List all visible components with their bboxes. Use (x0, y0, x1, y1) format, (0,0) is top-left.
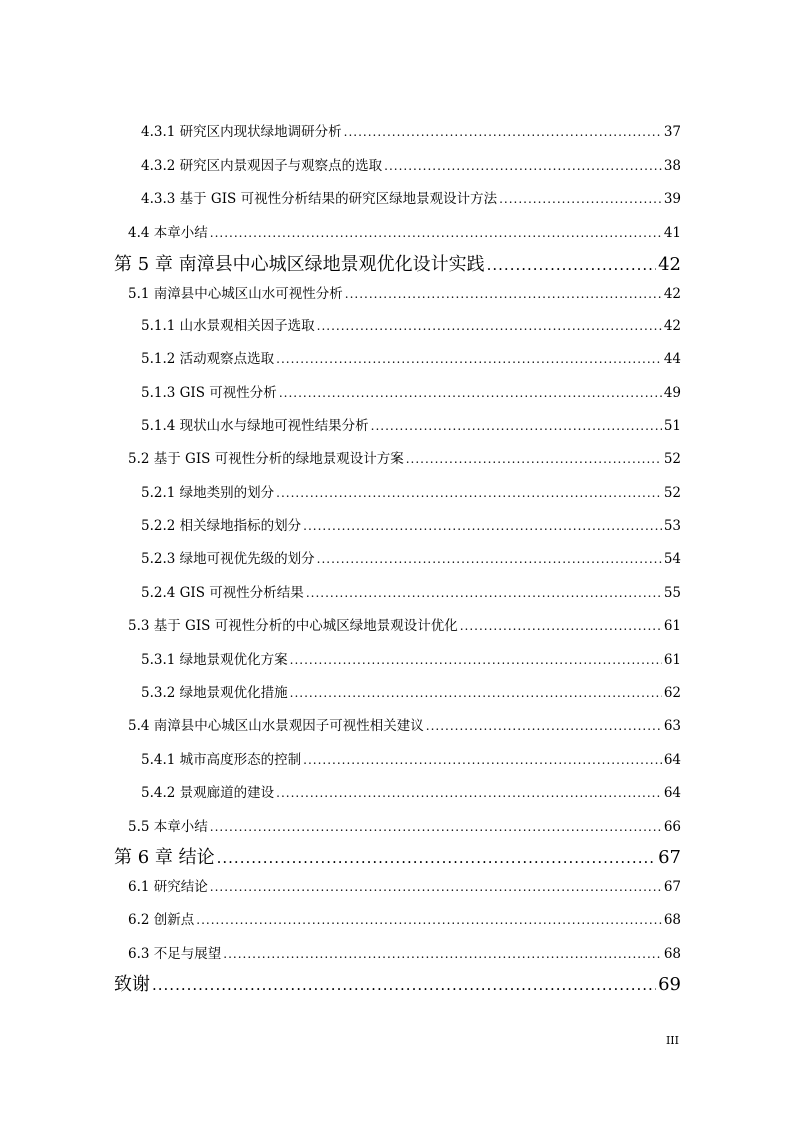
toc-entry[interactable] (141, 314, 681, 334)
toc-entry[interactable] (128, 908, 681, 928)
toc-entry-page: 53 (663, 518, 681, 534)
toc-leader-dots (223, 947, 662, 961)
toc-entry-label: 第 6 章 结论 (114, 847, 215, 868)
toc-entry-label: 5.2.4 GIS 可视性分析结果 (141, 585, 304, 601)
toc-entry-page: 68 (663, 912, 681, 928)
toc-entry-page: 61 (663, 652, 681, 668)
toc-entry-page: 61 (663, 618, 681, 634)
toc-entry-page: 67 (663, 879, 681, 895)
toc-leader-dots (276, 786, 662, 800)
toc-chapter-entry[interactable] (114, 250, 681, 276)
toc-entry[interactable] (141, 748, 681, 768)
toc-entry-label: 5.1.1 山水景观相关因子选取 (141, 318, 315, 334)
toc-leader-dots (345, 287, 662, 301)
toc-entry-label: 5.2.3 绿地可视优先级的划分 (141, 551, 315, 567)
toc-entry-page: 68 (663, 946, 681, 962)
toc-entry-page: 64 (663, 752, 681, 768)
toc-entry-label: 5.4 南漳县中心城区山水景观因子可视性相关建议 (128, 718, 424, 734)
toc-entry[interactable] (128, 875, 681, 895)
toc-entry[interactable] (141, 347, 681, 367)
toc-entry-page: 44 (663, 351, 681, 367)
toc-entry[interactable] (141, 648, 681, 668)
toc-leader-dots (371, 419, 662, 433)
toc-leader-dots (210, 880, 662, 894)
toc-entry[interactable] (128, 614, 681, 634)
toc-entry[interactable] (128, 221, 681, 241)
toc-entry-label: 第 5 章 南漳县中心城区绿地景观优化设计实践 (114, 254, 485, 275)
toc-entry-page: 55 (663, 585, 681, 601)
toc-leader-dots (210, 226, 662, 240)
toc-entry-label: 5.2.2 相关绿地指标的划分 (141, 518, 302, 534)
toc-entry[interactable] (128, 447, 681, 467)
toc-leader-dots (303, 753, 662, 767)
toc-entry[interactable] (128, 942, 681, 962)
toc-entry-label: 6.1 研究结论 (128, 879, 208, 895)
page-number: III (665, 1034, 679, 1047)
toc-entry-page: 64 (663, 785, 681, 801)
toc-leader-dots (276, 352, 662, 366)
toc-chapter-entry[interactable] (114, 843, 681, 869)
toc-leader-dots (406, 452, 662, 466)
toc-entry-label: 5.1.3 GIS 可视性分析 (141, 385, 277, 401)
toc-entry[interactable] (128, 815, 681, 835)
toc-entry[interactable] (141, 581, 681, 601)
toc-entry-label: 5.3 基于 GIS 可视性分析的中心城区绿地景观设计优化 (128, 618, 458, 634)
toc-entry[interactable] (141, 547, 681, 567)
toc-leader-dots (317, 319, 662, 333)
toc-entry-page: 37 (663, 124, 681, 140)
toc-entry-page: 67 (658, 847, 681, 868)
toc-entry[interactable] (141, 187, 681, 207)
toc-entry-page: 63 (663, 718, 681, 734)
toc-entry-label: 5.4.1 城市高度形态的控制 (141, 752, 302, 768)
toc-entry-page: 41 (663, 225, 681, 241)
toc-entry[interactable] (141, 781, 681, 801)
toc-leader-dots (290, 653, 662, 667)
toc-entry-label: 4.3.3 基于 GIS 可视性分析结果的研究区绿地景观设计方法 (141, 191, 498, 207)
toc-entry-page: 42 (663, 318, 681, 334)
toc-leader-dots (210, 820, 662, 834)
toc-leader-dots (487, 256, 656, 274)
toc-entry-page: 49 (663, 385, 681, 401)
toc-leader-dots (152, 976, 656, 994)
toc-leader-dots (344, 125, 662, 139)
toc-leader-dots (384, 159, 662, 173)
toc-entry-page: 62 (663, 685, 681, 701)
toc-leader-dots (196, 913, 662, 927)
toc-entry-label: 4.3.1 研究区内现状绿地调研分析 (141, 124, 342, 140)
toc-entry-label: 5.3.2 绿地景观优化措施 (141, 685, 288, 701)
toc-entry-page: 42 (663, 286, 681, 302)
toc-entry-page: 54 (663, 551, 681, 567)
toc-entry-page: 38 (663, 158, 681, 174)
toc-entry-page: 52 (663, 485, 681, 501)
toc-leader-dots (426, 719, 662, 733)
toc-entry-label: 5.1.4 现状山水与绿地可视性结果分析 (141, 418, 369, 434)
toc-entry-label: 5.4.2 景观廊道的建设 (141, 785, 275, 801)
toc-leader-dots (217, 849, 656, 867)
toc-entry-label: 致谢 (114, 974, 150, 995)
toc-entry-page: 52 (663, 451, 681, 467)
toc-entry[interactable] (141, 120, 681, 140)
toc-entry-label: 5.1.2 活动观察点选取 (141, 351, 275, 367)
toc-entry-label: 5.3.1 绿地景观优化方案 (141, 652, 288, 668)
toc-leader-dots (499, 192, 662, 206)
toc-entry-label: 4.4 本章小结 (128, 225, 208, 241)
toc-entry-label: 5.2.1 绿地类别的划分 (141, 485, 275, 501)
toc-leader-dots (306, 586, 662, 600)
toc-entry-label: 4.3.2 研究区内景观因子与观察点的选取 (141, 158, 383, 174)
toc-leader-dots (303, 519, 662, 533)
toc-leader-dots (276, 486, 662, 500)
toc-entry[interactable] (141, 514, 681, 534)
toc-entry-label: 6.2 创新点 (128, 912, 195, 928)
toc-entry-label: 5.1 南漳县中心城区山水可视性分析 (128, 286, 343, 302)
toc-entry-label: 5.2 基于 GIS 可视性分析的绿地景观设计方案 (128, 451, 404, 467)
toc-entry[interactable] (141, 154, 681, 174)
toc-entry[interactable] (141, 414, 681, 434)
toc-entry-page: 39 (663, 191, 681, 207)
toc-entry-page: 69 (658, 974, 681, 995)
toc-leader-dots (290, 686, 662, 700)
toc-entry-page: 66 (663, 819, 681, 835)
toc-leader-dots (317, 552, 662, 566)
toc-entry[interactable] (128, 282, 681, 302)
toc-chapter-entry[interactable] (114, 970, 681, 996)
toc-entry-label: 5.5 本章小结 (128, 819, 208, 835)
toc-leader-dots (460, 619, 662, 633)
toc-entry[interactable] (141, 681, 681, 701)
toc-entry[interactable] (141, 381, 681, 401)
toc-entry-page: 51 (663, 418, 681, 434)
toc-leader-dots (279, 386, 662, 400)
toc-entry-label: 6.3 不足与展望 (128, 946, 222, 962)
toc-entry[interactable] (128, 714, 681, 734)
toc-entry-page: 42 (658, 254, 681, 275)
toc-entry[interactable] (141, 481, 681, 501)
